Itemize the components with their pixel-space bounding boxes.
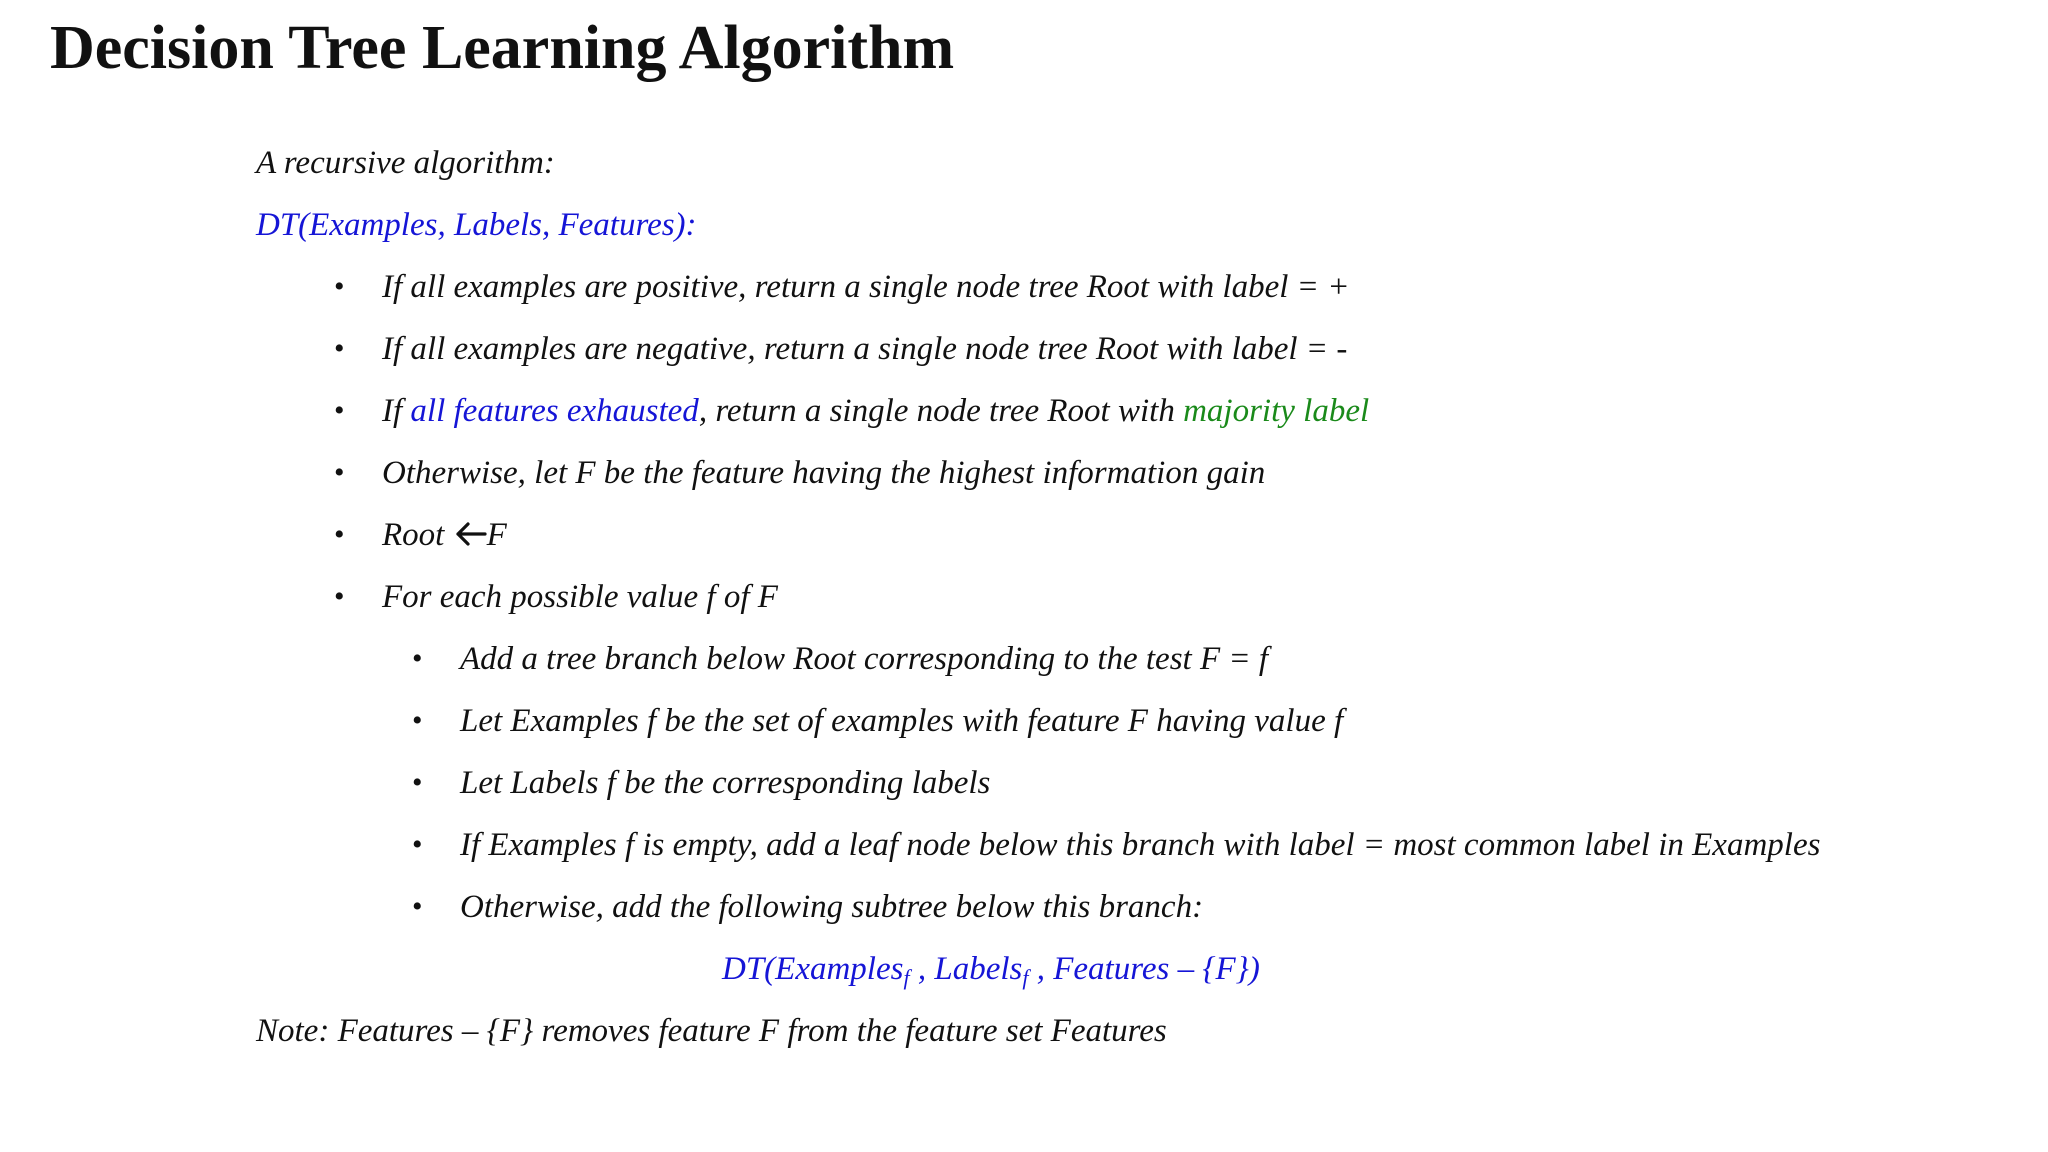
subscript-f: f [1022, 965, 1029, 990]
bullet-dot: • [334, 270, 345, 303]
function-signature: DT(Examples, Labels, Features): [256, 207, 697, 243]
subscript-f: f [903, 965, 910, 990]
bullet-dot: • [334, 456, 345, 489]
recursive-call [722, 947, 1260, 1000]
sub-bullet-empty-examples: If Examples f is empty, add a leaf node below this branch with label = most common label in Examples [460, 827, 1821, 863]
recursive-call-part: DT(Examples [722, 951, 904, 987]
bullet-dot: • [412, 890, 423, 923]
recursive-call-part: , Features – {F}) [1028, 951, 1260, 987]
bullet-root-assign [382, 513, 507, 557]
sub-bullet-labels-f: Let Labels f be the corresponding labels [460, 765, 991, 801]
bullet-dot: • [334, 580, 345, 613]
bullet-dot: • [412, 766, 423, 799]
bullet-otherwise-choose-feature: Otherwise, let F be the feature having the highest information gain [382, 455, 1266, 491]
feature-f-text: F [486, 517, 507, 553]
bullet-all-negative: If all examples are negative, return a single node tree Root with label = - [382, 331, 1348, 367]
bullet-for-each-value: For each possible value f of F [382, 579, 778, 615]
sub-bullet-examples-f: Let Examples f be the set of examples with feature F having value f [460, 703, 1344, 739]
bullet-features-exhausted [382, 389, 1369, 433]
features-exhausted-highlight: all features exhausted [410, 393, 699, 429]
bullet-dot: • [412, 642, 423, 675]
bullet-text: If [382, 393, 411, 429]
majority-label-highlight: majority label [1183, 393, 1370, 429]
bullet-dot: • [334, 518, 345, 551]
note-text: Note: Features – {F} removes feature F from the feature set Features [256, 1013, 1167, 1049]
bullet-dot: • [334, 332, 345, 365]
sub-bullet-add-subtree: Otherwise, add the following subtree below this branch: [460, 889, 1204, 925]
intro-text: A recursive algorithm: [256, 145, 555, 181]
root-text: Root [382, 517, 445, 553]
page-title: Decision Tree Learning Algorithm [50, 14, 955, 82]
sub-bullet-add-branch: Add a tree branch below Root corresponding to the test F = f [460, 641, 1269, 677]
left-arrow-icon [453, 521, 487, 547]
bullet-all-positive: If all examples are positive, return a single node tree Root with label = + [382, 269, 1350, 305]
bullet-text: , return a single node tree Root with [698, 393, 1184, 429]
bullet-dot: • [412, 828, 423, 861]
recursive-call-part: , Labels [909, 951, 1023, 987]
bullet-dot: • [334, 394, 345, 427]
bullet-dot: • [412, 704, 423, 737]
